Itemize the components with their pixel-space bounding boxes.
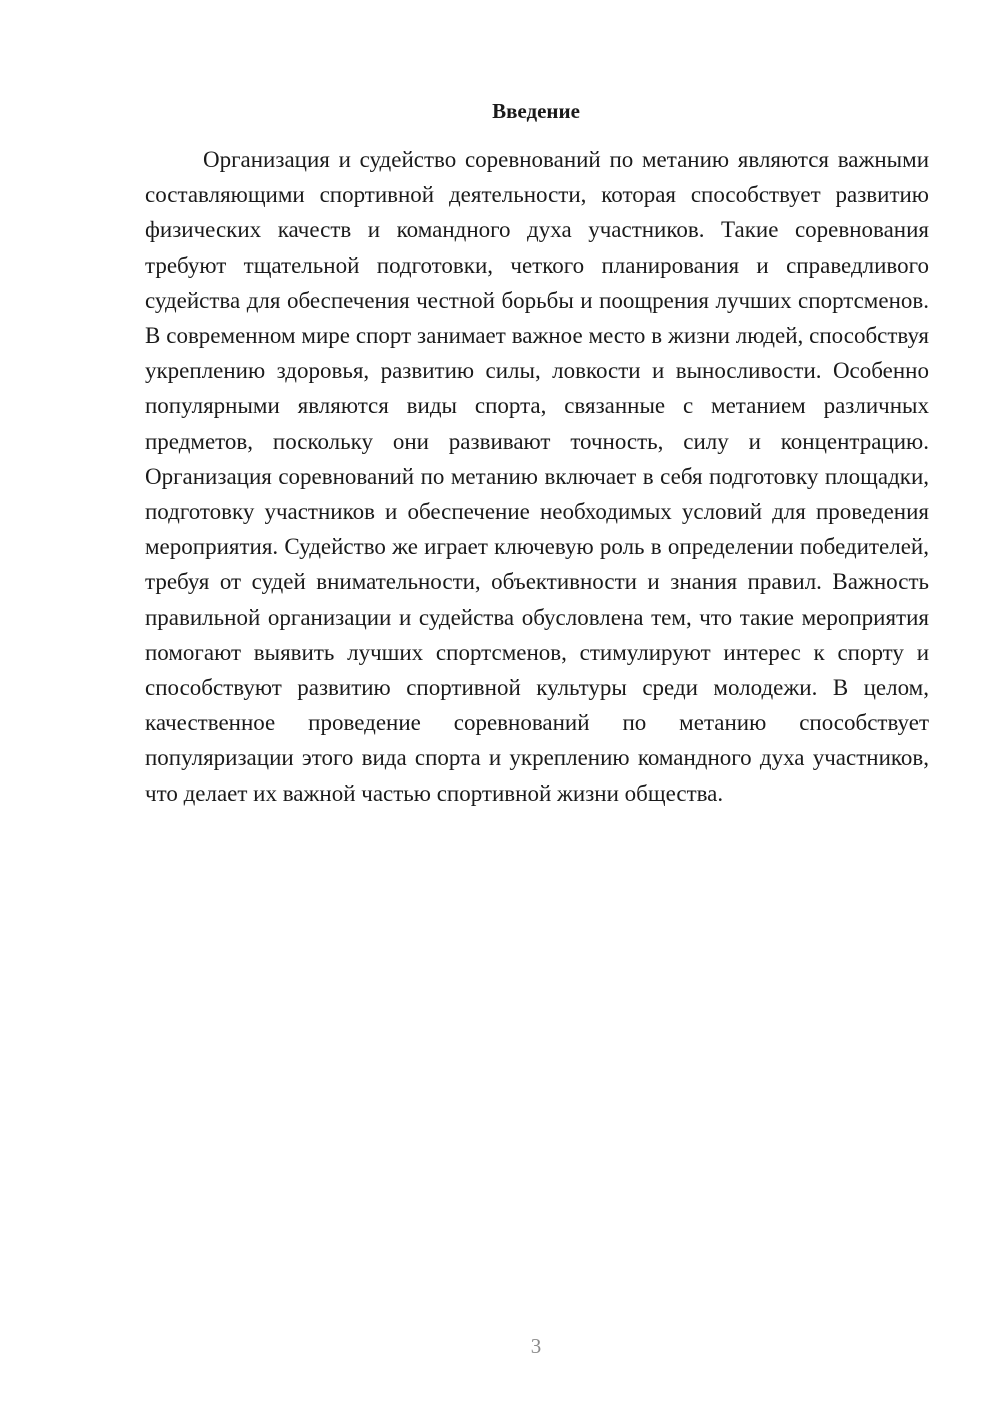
page-number: 3: [530, 1334, 542, 1358]
section-heading: Введение: [492, 99, 580, 123]
body-paragraph: Организация и судейство соревнований по метанию являются важными составляющими спортивной деятельности, которая способствует развитию физических качеств и командного духа участников. Такие соревнования требуют тщательной подготовки, четкого планирования и справедливого судейства для обеспечения честной борьбы и поощрения лучших спортсменов. В современном мире спорт занимает важное место в жизни людей, способствуя укреплению здоровья, развитию силы, ловкости и выносливости. Особенно популярными являются виды спорта, связанные с метанием различных предметов, поскольку они развивают точность, силу и концентрацию. Организация соревнований по метанию включает в себя подготовку площадки, подготовку участников и обеспечение необходимых условий для проведения мероприятия. Судейство же играет ключевую роль в определении победителей, требуя от судей внимательности, объективности и знания правил. Важность правильной организации и судейства обусловлена тем, что такие мероприятия помогают выявить лучших спортсменов, стимулируют интерес к спорту и способствуют развитию спортивной культуры среди молодежи. В целом, качественное проведение соревнований по метанию способствует популяризации этого вида спорта и укреплению командного духа участников, что делает их важной частью спортивной жизни общества.: [145, 147, 929, 806]
